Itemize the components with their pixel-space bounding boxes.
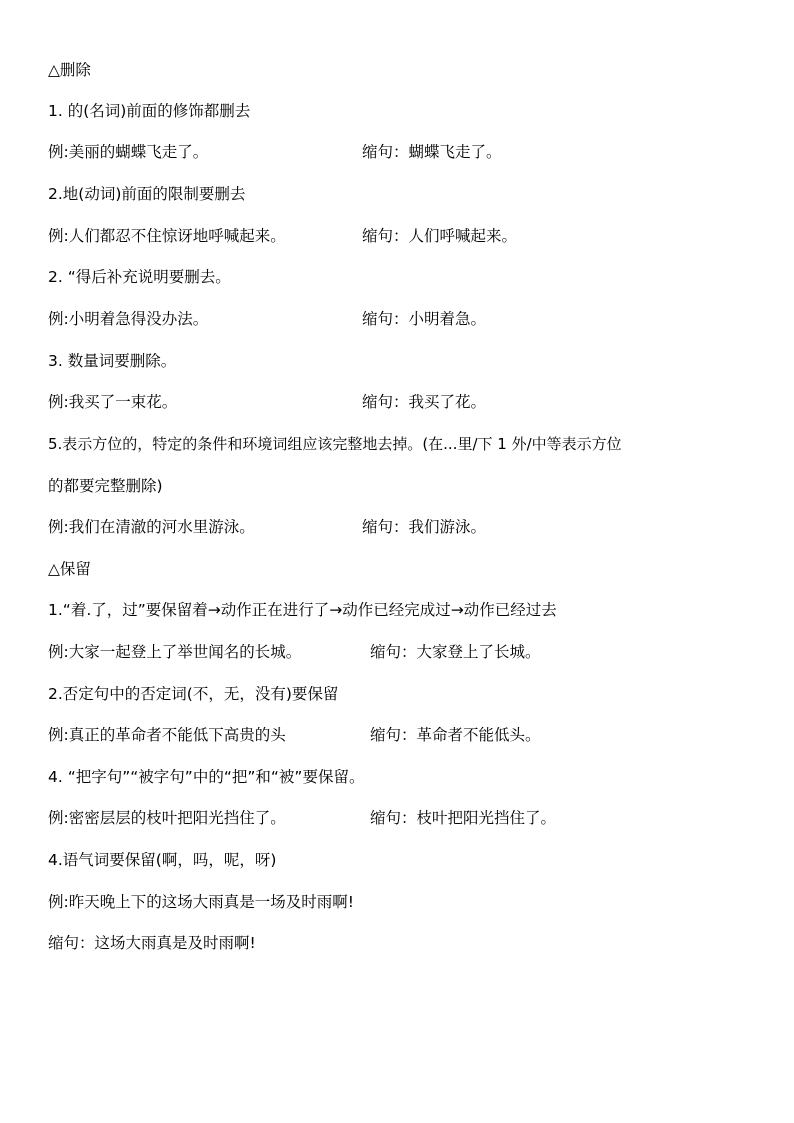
- example-5-condensed: 缩句：我们游泳。: [362, 518, 487, 536]
- rule-5-line-1: 5.表示方位的，特定的条件和环境词组应该完整地去掉。(在...里/下 1 外/中等表示方位: [48, 435, 622, 453]
- example-5-sentence: 例:我们在清澈的河水里游泳。: [48, 518, 255, 536]
- keep-example-1-condensed: 缩句：大家登上了长城。: [370, 643, 541, 661]
- keep-example-2-condensed: 缩句：革命者不能低头。: [370, 726, 541, 744]
- keep-rule-4: 4.语气词要保留(啊，吗，呢，呀): [48, 851, 277, 869]
- example-4-condensed: 缩句：我买了花。: [362, 393, 487, 411]
- rule-2: 2.地(动词)前面的限制要删去: [48, 185, 246, 203]
- keep-example-3-condensed: 缩句：枝叶把阳光挡住了。: [370, 809, 557, 827]
- keep-example-4-sentence: 例:昨天晚上下的这场大雨真是一场及时雨啊!: [48, 893, 354, 911]
- rule-5-line-2: 的都要完整删除): [48, 477, 163, 495]
- example-3-sentence: 例:小明着急得没办法。: [48, 310, 209, 328]
- keep-rule-2: 2.否定句中的否定词(不，无，没有)要保留: [48, 685, 339, 703]
- keep-example-1-sentence: 例:大家一起登上了举世闻名的长城。: [48, 643, 302, 661]
- keep-example-4-condensed: 缩句：这场大雨真是及时雨啊!: [48, 934, 256, 952]
- rule-3: 2. “得后补充说明要删去。: [48, 268, 231, 286]
- keep-example-3-sentence: 例:密密层层的枝叶把阳光挡住了。: [48, 809, 286, 827]
- rule-4: 3. 数量词要删除。: [48, 352, 177, 370]
- rule-1: 1. 的(名词)前面的修饰都删去: [48, 102, 251, 120]
- example-2-sentence: 例:人们都忍不住惊讶地呼喊起来。: [48, 227, 286, 245]
- section-heading-delete: △删除: [48, 61, 91, 79]
- keep-rule-3: 4. “把字句”“被字句”中的“把”和“被”要保留。: [48, 768, 365, 786]
- example-1-sentence: 例:美丽的蝴蝶飞走了。: [48, 143, 209, 161]
- example-2-condensed: 缩句：人们呼喊起来。: [362, 227, 518, 245]
- keep-example-2-sentence: 例:真正的革命者不能低下高贵的头: [48, 726, 286, 744]
- section-heading-keep: △保留: [48, 560, 91, 578]
- example-3-condensed: 缩句：小明着急。: [362, 310, 487, 328]
- example-4-sentence: 例:我买了一束花。: [48, 393, 178, 411]
- keep-rule-1: 1.“着.了，过”要保留着→动作正在进行了→动作已经完成过→动作已经过去: [48, 601, 557, 619]
- example-1-condensed: 缩句：蝴蝶飞走了。: [362, 143, 502, 161]
